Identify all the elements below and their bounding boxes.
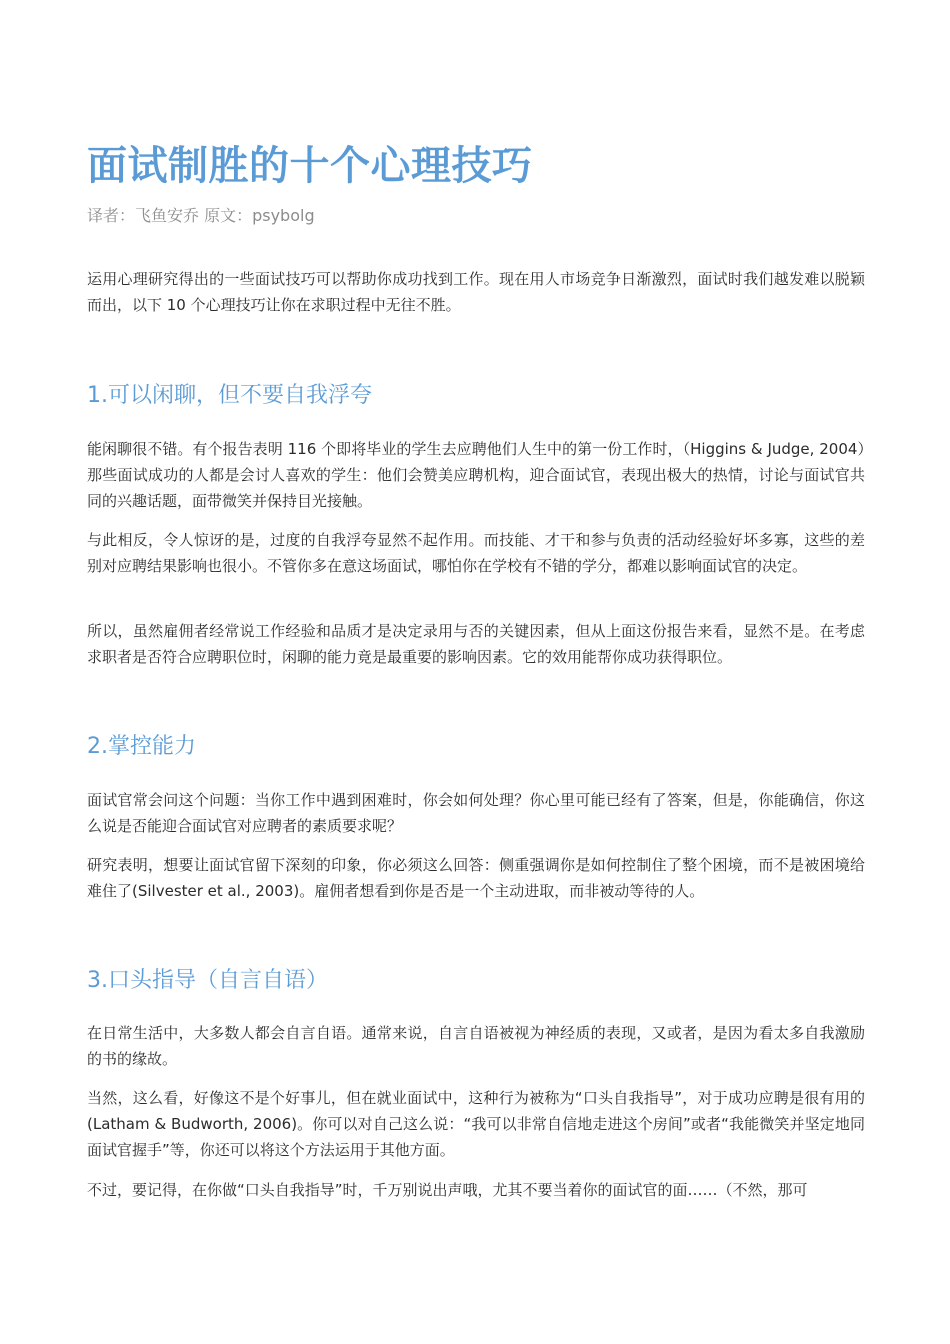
section-2-heading: 2.掌控能力 [87,734,196,759]
article-byline: 译者：飞鱼安乔 原文：psybolg [87,206,315,225]
section-1-p2 [87,527,865,579]
section-3-heading: 3.口头指导（自言自语） [87,968,328,993]
article-title: 面试制胜的十个心理技巧 [87,143,533,189]
section-1-heading: 1.可以闲聊，但不要自我浮夸 [87,383,372,408]
section-1-p1 [87,436,865,514]
paragraph: 所以，虽然雇佣者经常说工作经验和品质才是决定录用与否的关键因素，但从上面这份报告来看，显然不是。在考虑求职者是否符合应聘职位时，闲聊的能力竟是最重要的影响因素。它的效用能帮你成功获得职位。 [87,622,865,666]
paragraph: 在日常生活中，大多数人都会自言自语。通常来说，自言自语被视为神经质的表现，又或者，是因为看太多自我激励的书的缘故。 [87,1024,865,1068]
intro-paragraph: 运用心理研究得出的一些面试技巧可以帮助你成功找到工作。现在用人市场竞争日渐激烈，面试时我们越发难以脱颖而出，以下 10 个心理技巧让你在求职过程中无往不胜。 [87,270,865,314]
paragraph: 当然，这么看，好像这不是个好事儿，但在就业面试中，这种行为被称为“口头自我指导”，对于成功应聘是很有用的(Latham & Budworth, 2006)。你可以对自己这么说：“我可以非常自信地走进这个房间”或者“我能微笑并坚定地同面试官握手”等，你还可以将这个方法运用于其他方面。 [87,1089,865,1159]
paragraph: 与此相反，令人惊讶的是，过度的自我浮夸显然不起作用。而技能、才干和参与负责的活动经验好坏多寡，这些的差别对应聘结果影响也很小。不管你多在意这场面试，哪怕你在学校有不错的学分，都难以影响面试官的决定。 [87,531,865,575]
paragraph: 研究表明，想要让面试官留下深刻的印象，你必须这么回答：侧重强调你是如何控制住了整个困境，而不是被困境给难住了(Silvester et al., 2003)。雇佣者想看到你是否是一个主动进取，而非被动等待的人。 [87,856,865,900]
section-3-p2 [87,1085,865,1163]
section-3-p3 [87,1177,865,1203]
intro-block [87,266,865,318]
paragraph: 能闲聊很不错。有个报告表明 116 个即将毕业的学生去应聘他们人生中的第一份工作时，（Higgins & Judge, 2004）那些面试成功的人都是会讨人喜欢的学生：他们会赞美应聘机构，迎合面试官，表现出极大的热情，讨论与面试官共同的兴趣话题，面带微笑并保持目光接触。 [87,440,865,510]
section-2-p2 [87,852,865,904]
section-3-p1 [87,1020,865,1072]
section-1-p3 [87,618,865,670]
paragraph: 面试官常会问这个问题：当你工作中遇到困难时，你会如何处理？你心里可能已经有了答案，但是，你能确信，你这么说是否能迎合面试官对应聘者的素质要求呢？ [87,791,865,835]
paragraph: 不过，要记得，在你做“口头自我指导”时，千万别说出声哦，尤其不要当着你的面试官的面……（不然，那可 [87,1181,808,1199]
section-2-p1 [87,787,865,839]
